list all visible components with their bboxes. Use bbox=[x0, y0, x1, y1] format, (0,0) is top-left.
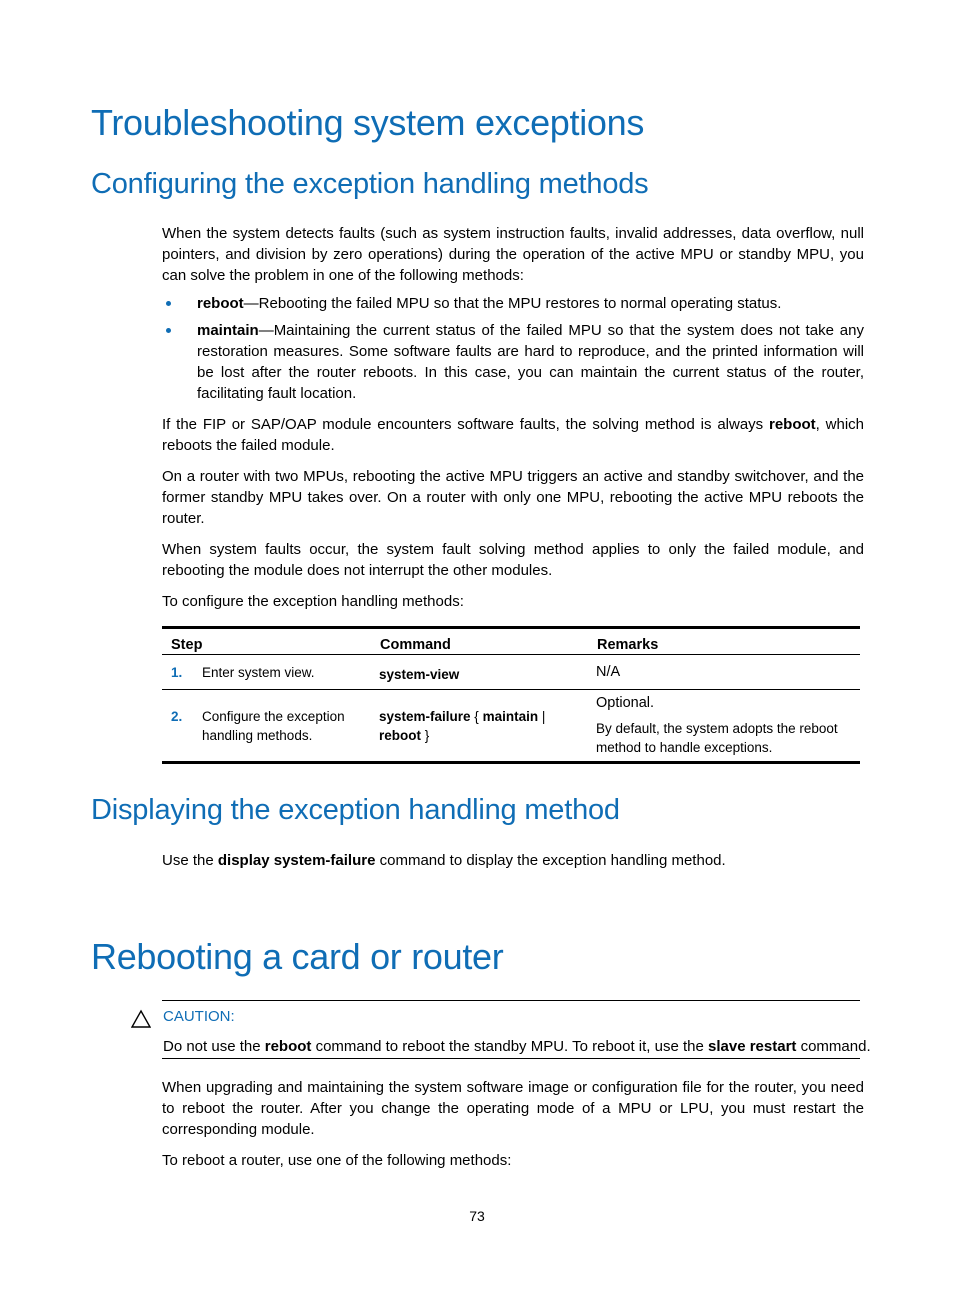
command-cell bbox=[371, 690, 588, 763]
remark-text: N/A bbox=[588, 655, 860, 690]
paragraph-fip bbox=[162, 414, 864, 456]
bullet-term: maintain bbox=[197, 322, 259, 339]
command-keyword: reboot bbox=[379, 727, 421, 743]
bullet-text: —Rebooting the failed MPU so that the MPU restores to normal operating status. bbox=[243, 295, 782, 312]
header-step: Step bbox=[162, 628, 371, 655]
paragraph-to-configure: To configure the exception handling methods: bbox=[162, 593, 464, 610]
bullet-dot-icon bbox=[166, 328, 171, 333]
page-title: Troubleshooting system exceptions bbox=[91, 102, 645, 143]
text-run: command to reboot the standby MPU. To reboot it, use the bbox=[311, 1038, 709, 1055]
chapter-title-rebooting: Rebooting a card or router bbox=[91, 936, 504, 977]
step-text: Enter system view. bbox=[202, 664, 315, 680]
command-symbol: } bbox=[421, 727, 430, 743]
step-text: Configure the exception handling methods. bbox=[202, 708, 345, 743]
caution-label: CAUTION: bbox=[163, 1008, 235, 1025]
paragraph-system-faults: When system faults occur, the system fault solving method applies to only the failed module, and rebooting the module does not interrupt the other modules. bbox=[162, 541, 864, 579]
keyword-display-system-failure: display system-failure bbox=[217, 852, 376, 869]
command-text: system-view bbox=[379, 666, 460, 682]
bullet-term: reboot bbox=[197, 295, 244, 312]
paragraph-to-reboot: To reboot a router, use one of the following methods: bbox=[162, 1152, 512, 1169]
keyword-reboot: reboot bbox=[769, 416, 816, 433]
bullet-item-maintain bbox=[162, 320, 864, 404]
caution-bottom-rule bbox=[162, 1058, 860, 1059]
step-number: 1. bbox=[171, 664, 183, 680]
config-table bbox=[162, 626, 860, 764]
section-heading-displaying: Displaying the exception handling method bbox=[91, 794, 620, 826]
paragraph-two-mpus: On a router with two MPUs, rebooting the active MPU triggers an active and standby switchover, and the former standby MPU takes over. On a router with only one MPU, rebooting the active MPU reboots the router. bbox=[162, 468, 864, 527]
header-remarks: Remarks bbox=[588, 628, 860, 655]
text-run: command to display the exception handling method. bbox=[375, 852, 726, 869]
remark-text: By default, the system adopts the reboot method to handle exceptions. bbox=[596, 721, 838, 755]
caution-text bbox=[163, 1036, 871, 1057]
text-run: , which reboots the failed module. bbox=[162, 416, 865, 454]
command-symbol: | bbox=[538, 708, 546, 724]
caution-triangle-icon bbox=[131, 1009, 151, 1034]
bullet-text: —Maintaining the current status of the failed MPU so that the system does not take any restoration measures. Some software faults are hard to reproduce, and the printed information will be lost after the router reboots. In this case, you can maintain the current status of the router, facilitating fault location. bbox=[197, 322, 864, 402]
text-run: Do not use the bbox=[163, 1038, 265, 1055]
paragraph-intro: When the system detects faults (such as system instruction faults, invalid addresses, data overflow, null pointers, and division by zero operations) during the operation of the active MPU or standby MPU, you can solve the problem in one of the following methods: bbox=[162, 225, 864, 284]
step-number: 2. bbox=[171, 708, 183, 724]
paragraph-display-command bbox=[162, 850, 864, 871]
command-symbol: { bbox=[470, 708, 483, 724]
remark-text: Optional. bbox=[596, 695, 655, 711]
text-run: Use the bbox=[162, 852, 218, 869]
text-run: If the FIP or SAP/OAP module encounters software faults, the solving method is always bbox=[162, 416, 769, 433]
keyword-reboot: reboot bbox=[264, 1038, 312, 1055]
command-keyword: maintain bbox=[482, 708, 539, 724]
bullet-dot-icon bbox=[166, 301, 171, 306]
paragraph-upgrading: When upgrading and maintaining the system software image or configuration file for the router, you need to reboot the router. After you change the operating mode of a MPU or LPU, you must restart the corresponding module. bbox=[162, 1079, 864, 1138]
section-heading-configuring: Configuring the exception handling methods bbox=[91, 168, 649, 200]
page-number: 73 bbox=[469, 1208, 485, 1224]
table-header-row bbox=[162, 628, 860, 655]
bullet-item-reboot bbox=[162, 293, 864, 314]
table-row bbox=[162, 655, 860, 690]
table-row bbox=[162, 690, 860, 763]
command-keyword: system-failure bbox=[379, 708, 471, 724]
header-command: Command bbox=[371, 628, 588, 655]
keyword-slave-restart: slave restart bbox=[708, 1038, 797, 1055]
text-run: command. bbox=[796, 1038, 871, 1055]
caution-top-rule bbox=[162, 1000, 860, 1001]
